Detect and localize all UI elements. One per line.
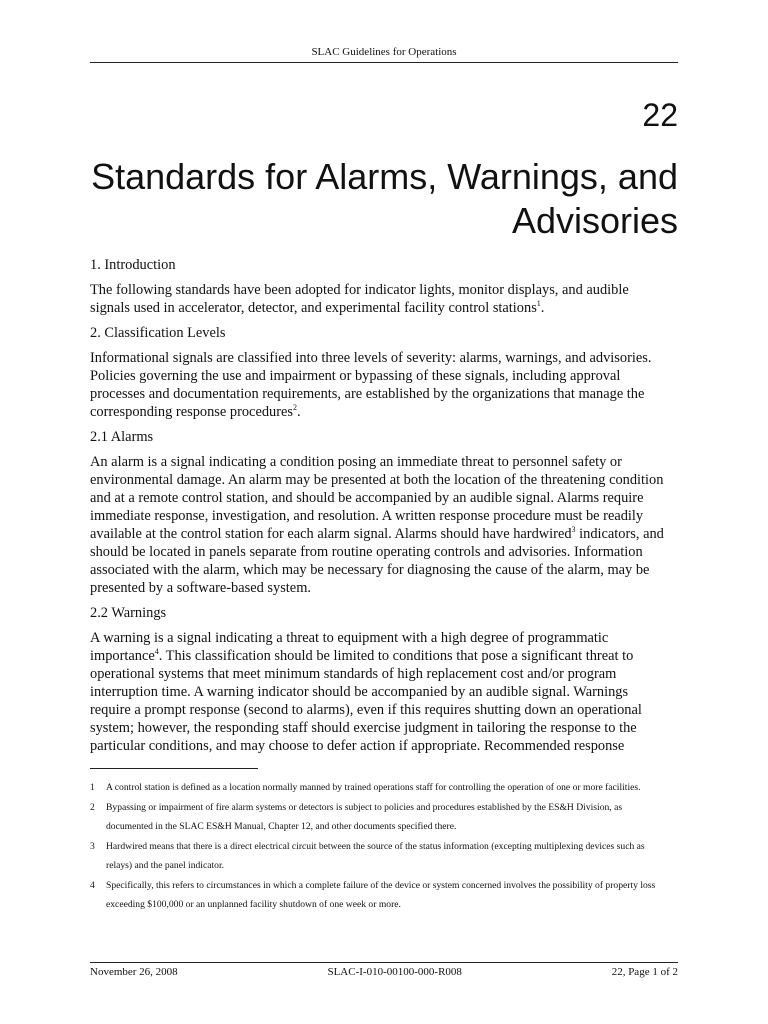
footer-doc-id: SLAC-I-010-00100-000-R008 [327,966,462,978]
footnote-text: Hardwired means that there is a direct electrical circuit between the source of the status information (excepting multiplexing devices such as relays) and the panel indicator. [106,841,645,871]
footer-rule [90,962,678,963]
footer-page-number: 22, Page 1 of 2 [611,966,678,978]
footer-date: November 26, 2008 [90,966,178,978]
footnote-4 [90,876,670,914]
footnote-separator [90,768,258,769]
classification-paragraph: Informational signals are classified into three levels of severity: alarms, warnings, and advisories. Policies governing the use and impairment or bypassing of these signals, including approval processes and documentation requirements, are established by the organizations that manage the corresponding response procedures$^2$. [90,350,652,420]
alarms-paragraph: An alarm is a signal indicating a condition posing an immediate threat to personnel safety or environmental damage. An alarm may be presented at both the location of the threatening condition and at a remote control station, and should be accompanied by an audible signal. Alarms require immediate response, investigation, and resolution. A written response procedure must be readily available at the control station for each alarm signal. Alarms should have hardwired$^3$ indicators, and should be located in panels separate from routine operating controls and advisories. Information associated with the alarm, which may be necessary for diagnosing the cause of the alarm, may be presented by a software-based system. [90,454,664,596]
chapter-title [90,155,678,243]
running-header: SLAC Guidelines for Operations [311,46,457,58]
section-heading-warnings: 2.2 Warnings [90,605,167,621]
footnote-2 [90,798,670,836]
footnote-ref-2: 2 [293,403,298,413]
section-heading-alarms: 2.1 Alarms [90,429,154,445]
introduction-paragraph: The following standards have been adopted for indicator lights, monitor displays, and audible signals used in accelerator, detector, and experimental facility control stations$^1$. [90,282,629,316]
body-text [90,256,670,762]
footnote-text: A control station is defined as a location normally manned by trained operations staff for controlling the operation of one or more facilities. [106,782,641,793]
header-rule [90,62,678,63]
footnote-ref-3: 3 [571,525,576,535]
page-footer [90,966,678,978]
chapter-title-line1: Standards for Alarms, Warnings, and [91,156,678,197]
footnote-ref-1: 1 [536,299,541,309]
chapter-number: 22 [642,97,678,133]
footnote-ref-4: 4 [154,647,159,657]
footnote-3 [90,837,670,875]
footnote-text: Bypassing or impairment of fire alarm systems or detectors is subject to policies and procedures established by the ES&H Division, as documented in the SLAC ES&H Manual, Chapter 12, and other documents specified there. [106,802,623,832]
footnote-number: 2 [90,802,95,813]
footnotes [90,778,670,915]
footnote-1 [90,778,670,797]
footnote-number: 4 [90,880,95,891]
section-heading-classification: 2. Classification Levels [90,325,226,341]
warnings-paragraph: A warning is a signal indicating a threat to equipment with a high degree of programmatic importance$^4$. This classification should be limited to conditions that pose a significant threat to operational systems that meet minimum standards of high replacement cost and/or program interruption time. A warning indicator should be accompanied by an audible signal. Warnings require a prompt response (second to alarms), even if this requires shutting down an operational system; however, the responding staff should exercise judgment in tailoring the response to the particular conditions, and may choose to defer action if appropriate. Recommended response [90,630,642,754]
footnote-number: 1 [90,782,95,793]
section-heading-introduction: 1. Introduction [90,257,176,273]
footnote-text: Specifically, this refers to circumstances in which a complete failure of the device or system concerned involves the possibility of property loss exceeding $100,000 or an unplanned facility shutdown of one week or more. [106,880,656,910]
footnote-number: 3 [90,841,95,852]
chapter-title-line2: Advisories [511,200,678,241]
